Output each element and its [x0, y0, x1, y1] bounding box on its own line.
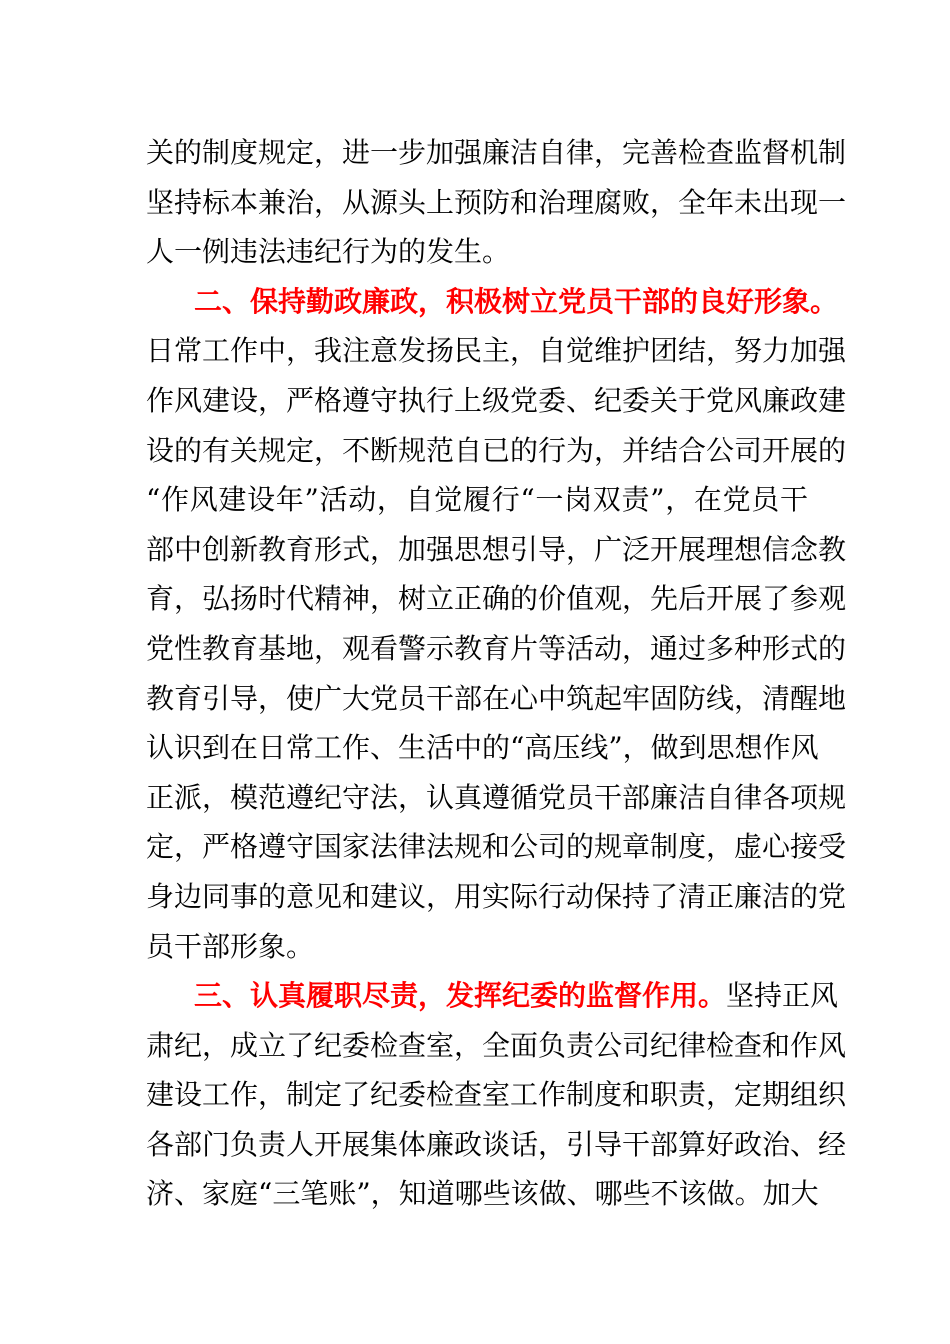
heading-line [146, 971, 839, 1021]
text-line: 建设工作，制定了纪委检查室工作制度和职责，定期组织 [146, 1078, 847, 1112]
paragraph-3 [146, 971, 847, 1219]
document-page [146, 128, 847, 1219]
text-line: 各部门负责人开展集体廉政谈话，引导干部算好政治、经 [146, 1127, 847, 1161]
text-line: 日常工作中，我注意发扬民主，自觉维护团结，努力加强 [146, 334, 847, 368]
text-line: 部中创新教育形式，加强思想引导，广泛开展理想信念教 [146, 532, 847, 566]
text-line: 济、家庭“三笔账”，知道哪些该做、哪些不该做。加大 [146, 1177, 819, 1211]
section-heading: 三、认真履职尽责，发挥纪委的监督作用。 [194, 979, 727, 1013]
text-line: 设的有关规定，不断规范自已的行为，并结合公司开展的 [146, 433, 847, 467]
section-heading: 二、保持勤政廉政，积极树立党员干部的良好形象。 [194, 284, 839, 318]
text-line: 育，弘扬时代精神，树立正确的价值观，先后开展了参观 [146, 582, 847, 616]
text-line: 正派，模范遵纪守法，认真遵循党员干部廉洁自律各项规 [146, 780, 847, 814]
text-line: 定，严格遵守国家法律法规和公司的规章制度，虚心接受 [146, 830, 847, 864]
text-line: 教育引导，使广大党员干部在心中筑起牢固防线，清醒地 [146, 681, 847, 715]
text-line: 党性教育基地，观看警示教育片等活动，通过多种形式的 [146, 631, 847, 665]
text-line: 身边同事的意见和建议，用实际行动保持了清正廉洁的党 [146, 879, 847, 913]
text-line: 关的制度规定，进一步加强廉洁自律，完善检查监督机制 [146, 136, 847, 169]
text-line: 坚持标本兼治，从源头上预防和治理腐败，全年未出现一 [146, 185, 847, 219]
text-line: 员干部形象。 [146, 929, 315, 963]
text-line: “作风建设年”活动，自觉履行“一岗双责”，在党员干 [146, 483, 808, 517]
text-line: 人一例违法违纪行为的发生。 [146, 235, 511, 269]
text-line: 肃纪，成立了纪委检查室，全面负责公司纪律检查和作风 [146, 1028, 847, 1062]
text-line: 认识到在日常工作、生活中的“高压线”，做到思想作风 [146, 731, 819, 765]
text-line: 作风建设，严格遵守执行上级党委、纪委关于党风廉政建 [146, 383, 847, 417]
paragraph-1 [146, 128, 847, 277]
paragraph-2 [146, 277, 847, 971]
heading-tail-text: 坚持正风 [726, 979, 839, 1013]
